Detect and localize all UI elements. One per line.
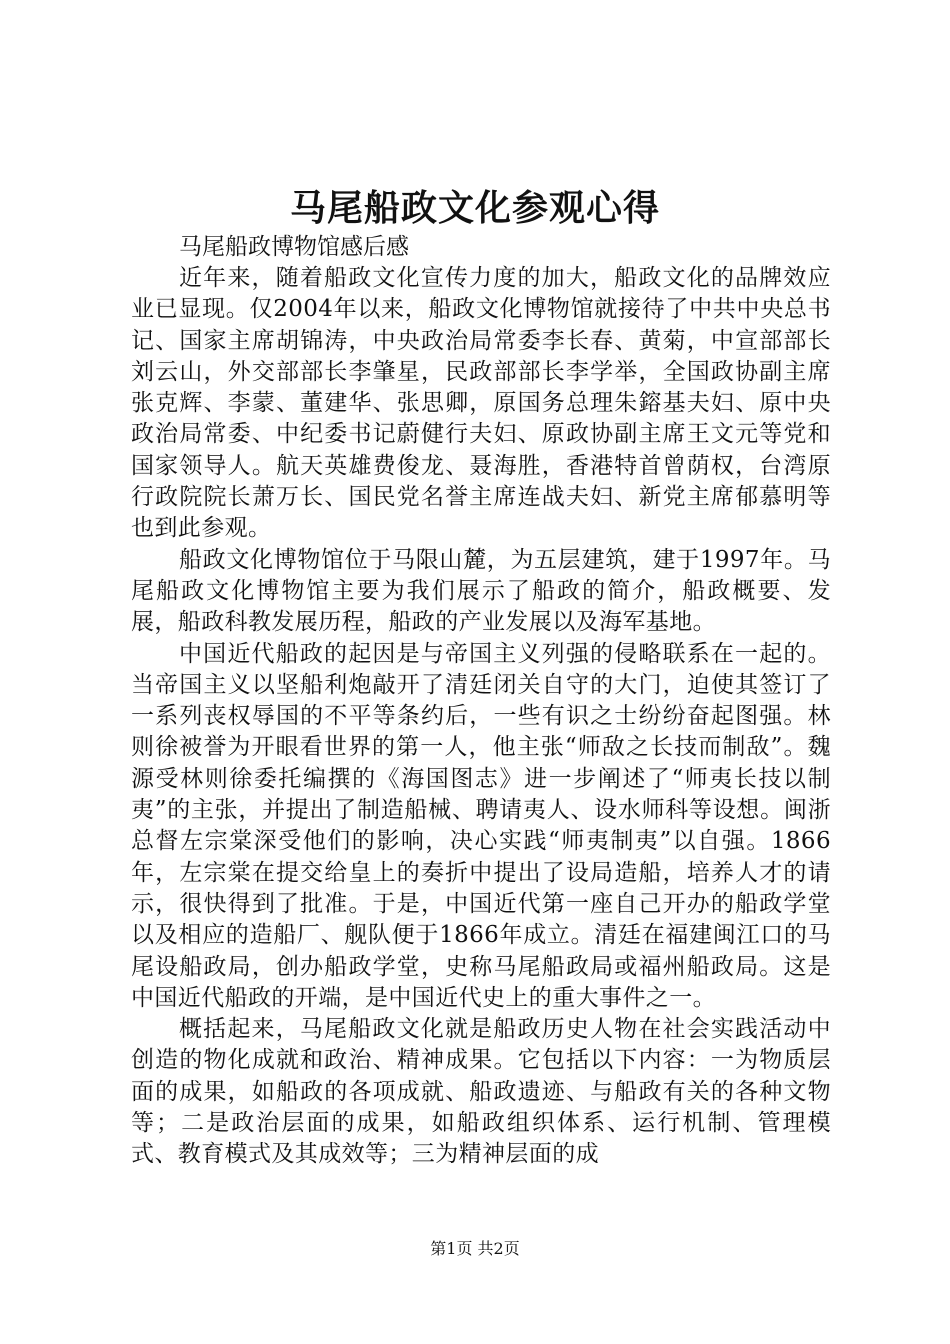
paragraph-3: 中国近代船政的起因是与帝国主义列强的侵略联系在一起的。当帝国主义以坚船利炮敲开了清廷闭关自守的大门，迫使其签订了一系列丧权辱国的不平等条约后，一些有识之士纷纷奋起图强。林则徐被誉为开眼看世界的第一人，他主张“师敌之长技而制敌”。魏源受林则徐委托编撰的《海国图志》进一步阐述了“师夷长技以制夷”的主张，并提出了制造船械、聘请夷人、设水师科等设想。闽浙总督左宗棠深受他们的影响，决心实践“师夷制夷”以自强。1866年，左宗棠在提交给皇上的奏折中提出了设局造船，培养人才的请示，很快得到了批准。于是，中国近代第一座自己开办的船政学堂以及相应的造船厂、舰队便于1866年成立。清廷在福建闽江口的马尾设船政局，创办船政学堂，史称马尾船政局或福州船政局。这是中国近代船政的开端，是中国近代史上的重大事件之一。	[131, 640, 831, 1011]
paragraph-4: 概括起来，马尾船政文化就是船政历史人物在社会实践活动中创造的物化成就和政治、精神成果。它包括以下内容：一为物质层面的成果，如船政的各项成就、船政遗迹、与船政有关的各种文物等；二是政治层面的成果，如船政组织体系、运行机制、管理模式、教育模式及其成效等；三为精神层面的成	[131, 1016, 831, 1168]
page-number-footer: 第1页 共2页	[430, 1239, 520, 1258]
paragraph-2: 船政文化博物馆位于马限山麓，为五层建筑，建于1997年。马尾船政文化博物馆主要为我们展示了船政的简介，船政概要、发展，船政科教发展历程，船政的产业发展以及海军基地。	[131, 546, 831, 636]
paragraph-1: 近年来，随着船政文化宣传力度的加大，船政文化的品牌效应业已显现。仅2004年以来，船政文化博物馆就接待了中共中央总书记、国家主席胡锦涛，中央政治局常委李长春、黄菊，中宣部部长刘云山，外交部部长李肇星，民政部部长李学举，全国政协副主席张克辉、李蒙、董建华、张思卿，原国务总理朱鎔基夫妇、原中央政治局常委、中纪委书记蔚健行夫妇、原政协副主席王文元等党和国家领导人。航天英雄费俊龙、聂海胜，香港特首曾荫权，台湾原行政院院长萧万长、国民党名誉主席连战夫妇、新党主席郁慕明等也到此参观。	[131, 265, 831, 542]
document-title: 马尾船政文化参观心得	[289, 187, 660, 229]
document-body	[131, 232, 831, 1171]
document-subtitle: 马尾船政博物馆感后感	[179, 234, 409, 260]
